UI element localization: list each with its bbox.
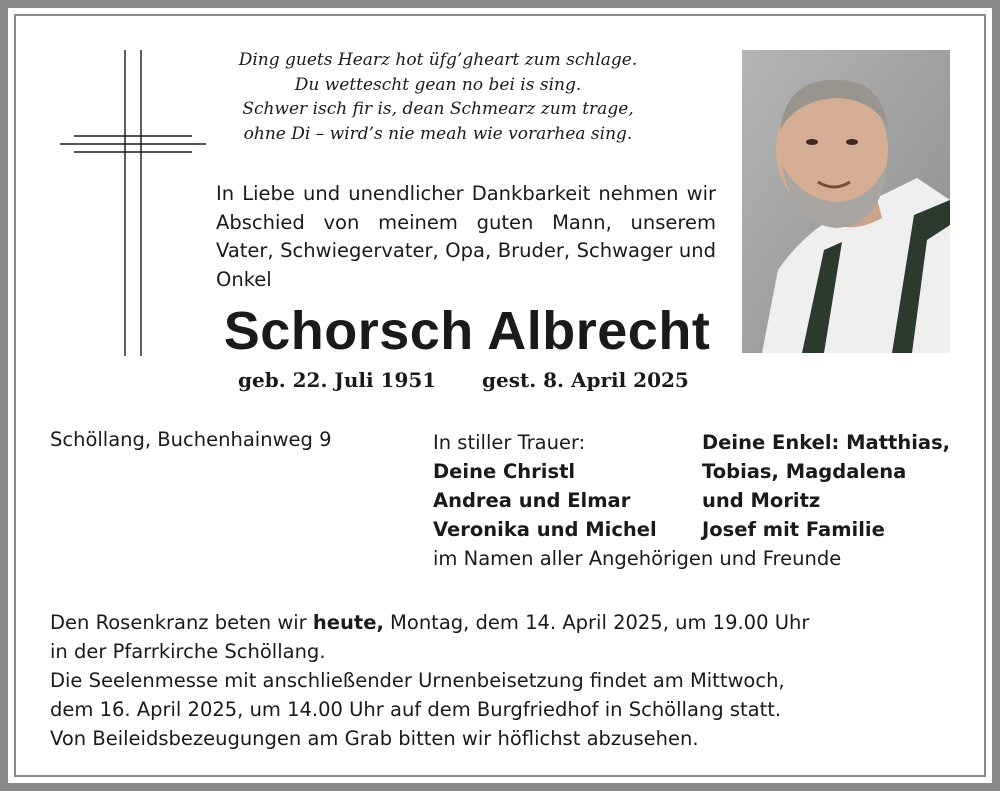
notice-line: dem 16. April 2025, um 14.00 Uhr auf dem Burgfriedhof in Schöllang statt. bbox=[50, 698, 782, 721]
grandchildren-list bbox=[702, 428, 950, 544]
mourner-name: Andrea und Elmar bbox=[433, 489, 631, 512]
grandchildren-line: und Moritz bbox=[702, 489, 821, 512]
notice-line: Die Seelenmesse mit anschließender Urnenbeisetzung findet am Mittwoch, bbox=[50, 669, 785, 692]
cross-icon bbox=[60, 50, 206, 356]
portrait-photo bbox=[742, 50, 950, 353]
notice-line: Von Beileidsbezeugungen am Grab bitten wir höflichst abzusehen. bbox=[50, 727, 699, 750]
intro-text: In Liebe und unendlicher Dankbarkeit nehmen wir Abschied von meinem guten Mann, unserem Vater, Schwiegervater, Opa, Bruder, Schwager und Onkel bbox=[216, 182, 716, 291]
mourner-name: Veronika und Michel bbox=[433, 518, 657, 541]
service-notice bbox=[50, 608, 809, 753]
notice-text: Den Rosenkranz beten wir bbox=[50, 611, 313, 634]
obituary-sheet bbox=[8, 8, 992, 783]
poem-line: Ding guets Hearz hot üfg’gheart zum schlage. bbox=[238, 50, 638, 70]
on-behalf-line: im Namen aller Angehörigen und Freunde bbox=[433, 547, 842, 570]
poem-line: Du wettescht gean no bei is sing. bbox=[294, 74, 582, 95]
mourner-name: Deine Christl bbox=[433, 460, 576, 483]
notice-emphasis: heute, bbox=[312, 611, 384, 634]
notice-text: Montag, dem 14. April 2025, um 19.00 Uhr bbox=[383, 611, 810, 634]
poem bbox=[218, 48, 658, 146]
death-date: gest. 8. April 2025 bbox=[482, 368, 689, 392]
notice-line bbox=[50, 608, 809, 637]
mourners-heading: In stiller Trauer: bbox=[433, 431, 586, 454]
grandchildren-line: Josef mit Familie bbox=[702, 518, 885, 541]
grandchildren-line: Tobias, Magdalena bbox=[702, 460, 907, 483]
notice-line: in der Pfarrkirche Schöllang. bbox=[50, 640, 326, 663]
grandchildren-line: Deine Enkel: Matthias, bbox=[702, 431, 951, 454]
poem-line: ohne Di – wird’s nie meah wie vorarhea sing. bbox=[243, 123, 633, 144]
birth-date: geb. 22. Juli 1951 bbox=[238, 368, 437, 392]
deceased-name: Schorsch Albrecht bbox=[223, 301, 711, 361]
poem-line: Schwer isch fir is, dean Schmearz zum trage, bbox=[242, 99, 634, 119]
address: Schöllang, Buchenhainweg 9 bbox=[50, 428, 332, 451]
mourners-list bbox=[433, 428, 657, 544]
